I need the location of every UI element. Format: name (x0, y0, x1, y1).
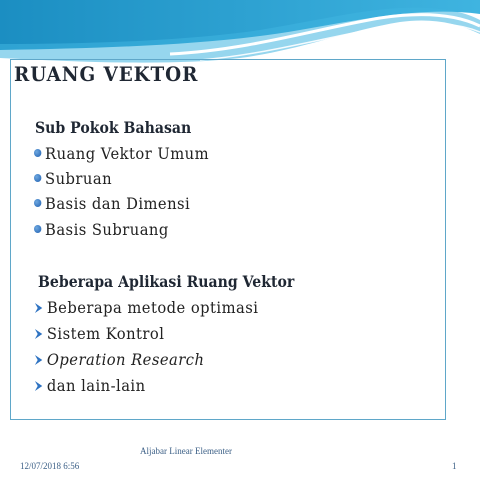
footer-page-number: 1 (452, 461, 457, 471)
list-item: Basis Subruang (34, 220, 169, 239)
arrowhead-icon (34, 354, 43, 366)
section-heading-aplikasi: Beberapa Aplikasi Ruang Vektor (38, 272, 295, 291)
list-item: Subruan (34, 169, 112, 188)
list-item: Ruang Vektor Umum (34, 144, 209, 163)
list-item: Operation Research (34, 350, 204, 369)
footer-course-title: Aljabar Linear Elementer (140, 446, 232, 456)
blue-dot-icon (34, 225, 41, 233)
list-item: Beberapa metode optimasi (34, 298, 258, 317)
blue-dot-icon (34, 149, 41, 157)
section-heading-sub-pokok: Sub Pokok Bahasan (35, 118, 192, 137)
slide-title: RUANG VEKTOR (14, 62, 199, 86)
arrowhead-icon (34, 302, 43, 314)
list-item: dan lain-lain (34, 376, 146, 395)
list-item: Sistem Kontrol (34, 324, 164, 343)
arrowhead-icon (34, 380, 43, 392)
blue-dot-icon (34, 199, 41, 207)
footer-date: 12/07/2018 6:56 (20, 461, 80, 471)
blue-dot-icon (34, 174, 41, 182)
list-item: Basis dan Dimensi (34, 194, 190, 213)
arrowhead-icon (34, 328, 43, 340)
